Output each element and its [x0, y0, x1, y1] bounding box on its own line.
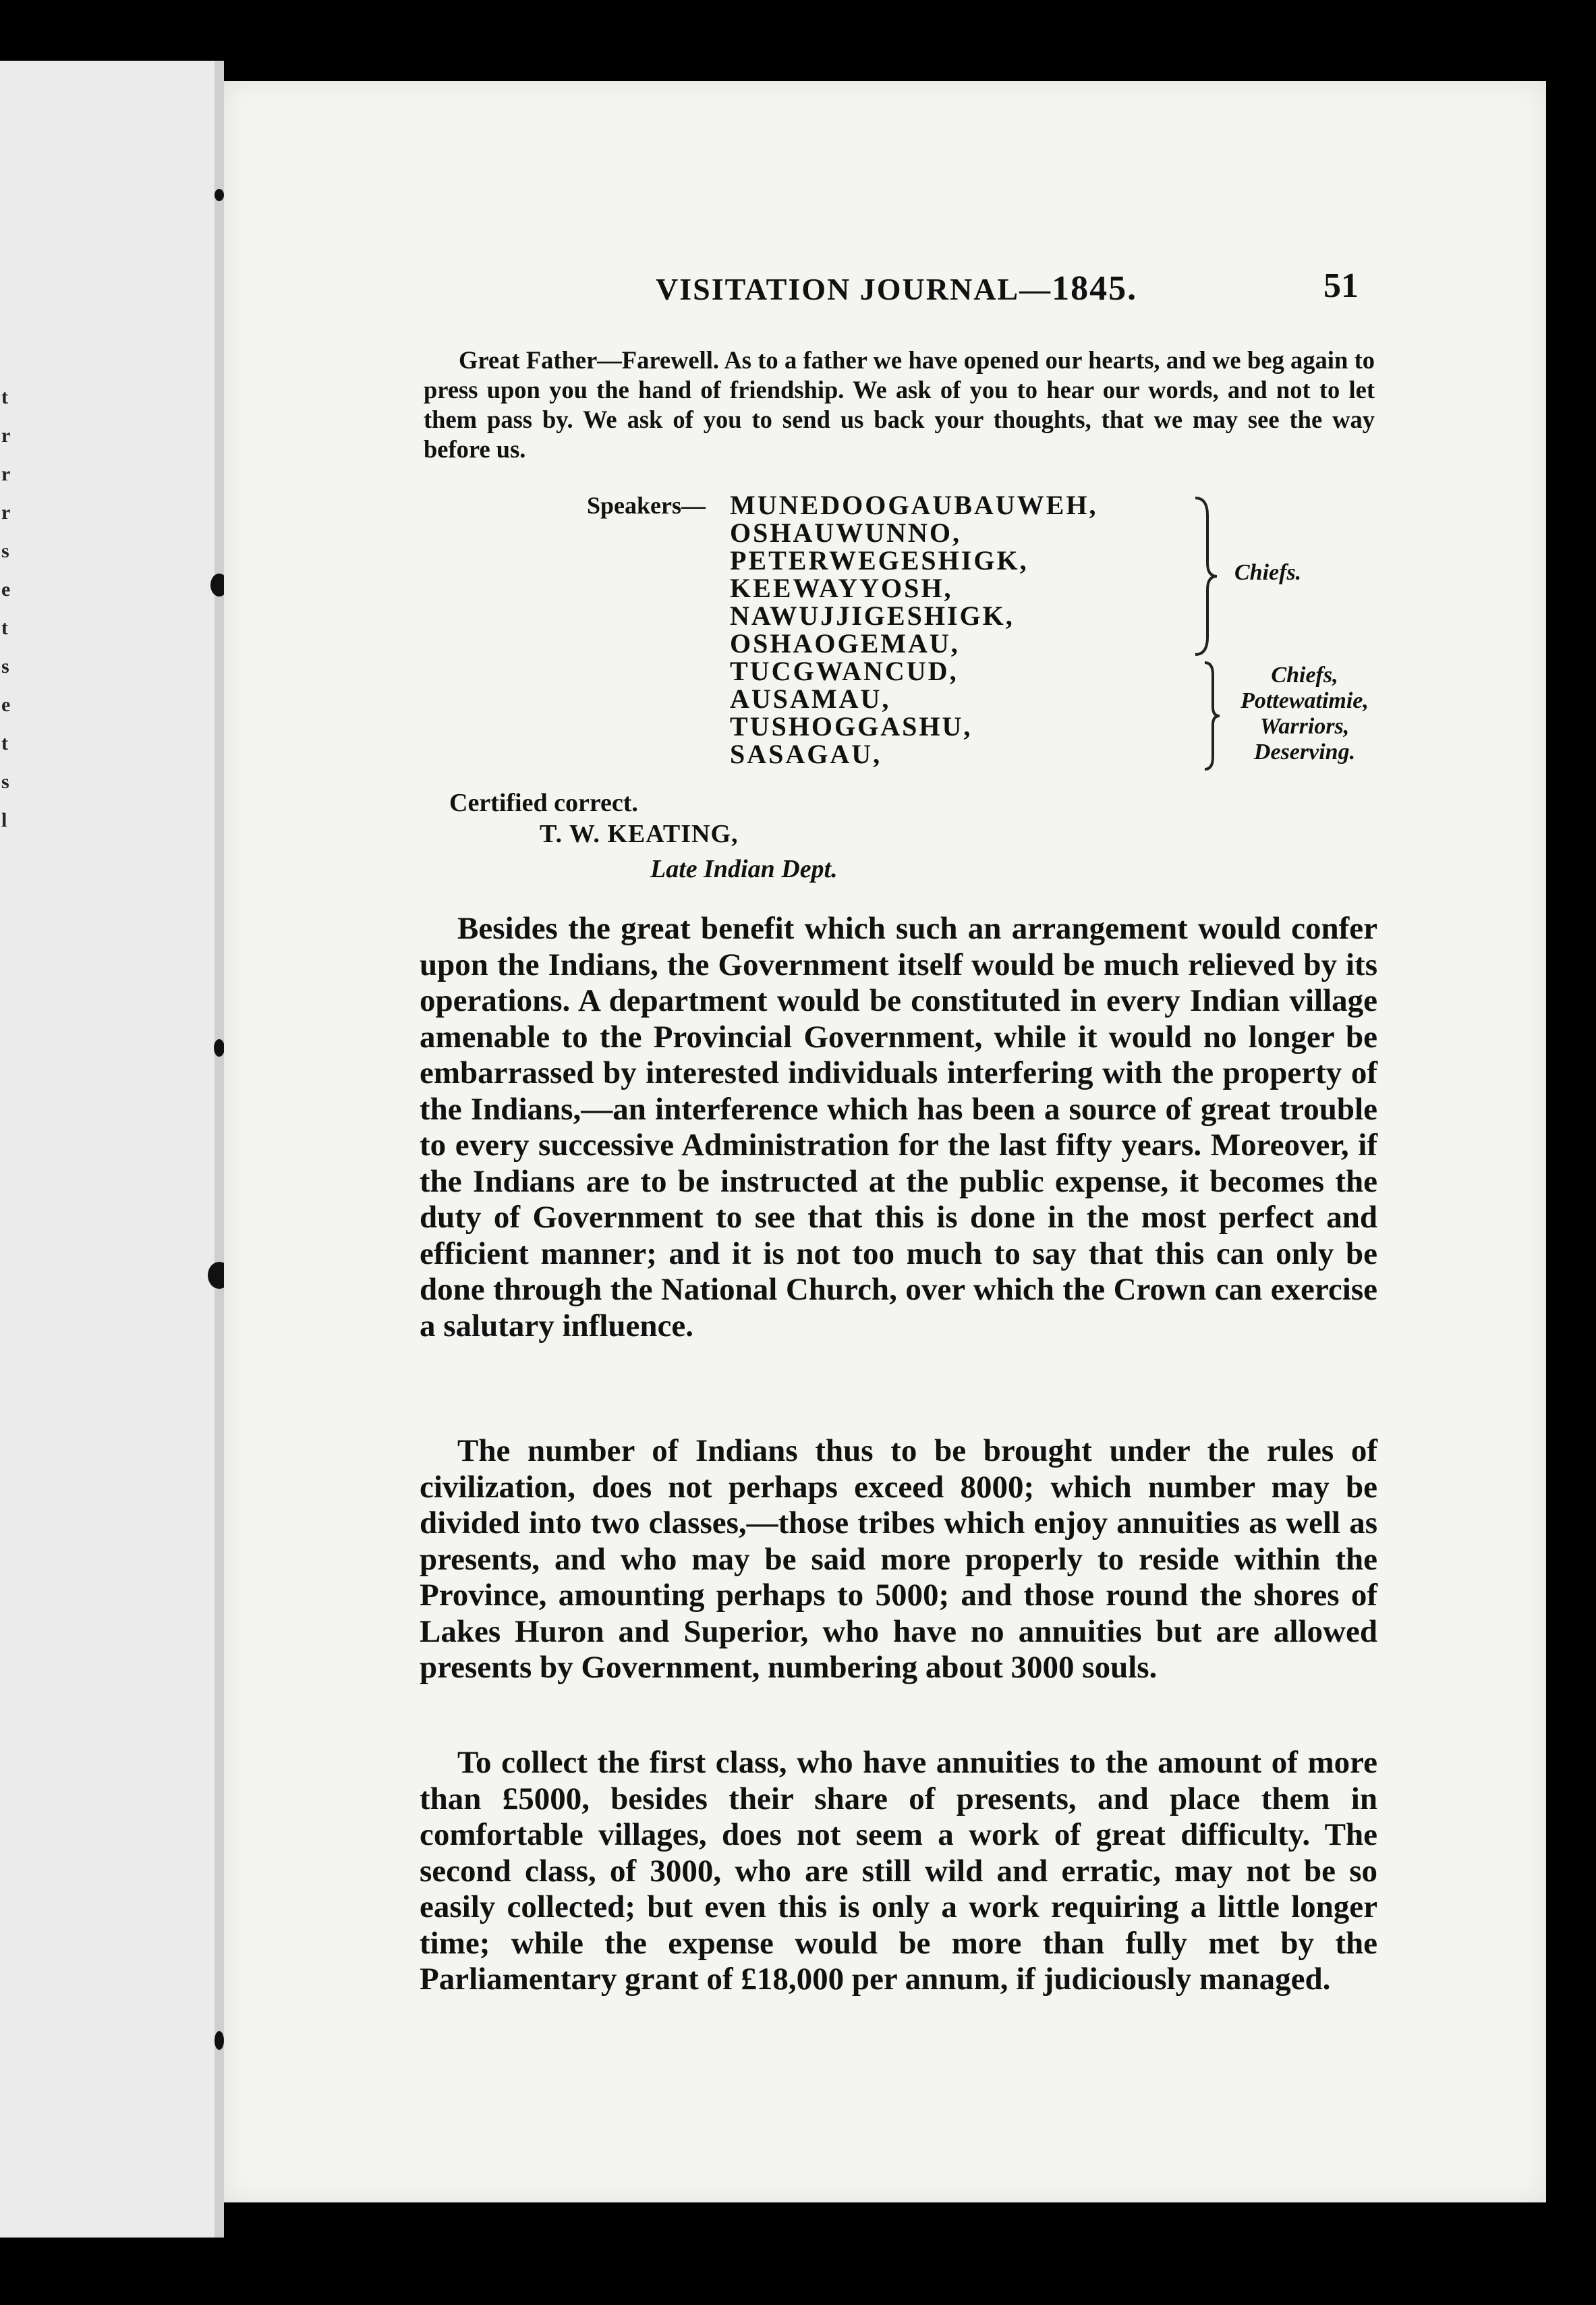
signer-department: Late Indian Dept. [650, 855, 838, 883]
speaker-name: TUCGWANCUD, [730, 656, 959, 686]
speaker-names [730, 491, 1098, 768]
stitch-mark [215, 2031, 224, 2050]
speaker-name: OSHAUWUNNO, [730, 518, 962, 548]
facing-page-margin-text [1, 378, 15, 839]
other-brace [1202, 660, 1222, 772]
chiefs-role: Chiefs. [1234, 560, 1302, 585]
body-paragraph: To collect the first class, who have annuities to the amount of more than £5000, besides their share of presents, and place them in comfortable villages, does not seem a work of great difficulty. The second class, of 3000, who are still wild and erratic, may not be so easily collected; but even this is only a work requiring a little longer time; while the expense would be more than fully met by the Parliamentary grant of £18,000 per annum, if judiciously managed. [420, 1745, 1377, 1997]
role-line: Deserving. [1253, 740, 1356, 765]
margin-char: e [1, 694, 11, 716]
speaker-name: TUSHOGGASHU, [730, 711, 973, 742]
speakers-label: Speakers— [587, 492, 706, 519]
margin-char: s [1, 655, 9, 677]
running-header [656, 269, 1404, 308]
certified-line: Certified correct. [449, 789, 638, 817]
role-line: Pottewatimie, [1241, 688, 1369, 713]
margin-char: e [1, 578, 11, 601]
margin-char: t [1, 732, 8, 754]
speaker-name: MUNEDOOGAUBAUWEH, [730, 490, 1098, 520]
body-paragraph: Besides the great benefit which such an arrangement would confer upon the Indians, the Government itself would be much relieved by its operations. A department would be constituted in every Indian village amenable to the Provincial Government, while it would no longer be embarrassed by interested individuals interfering with the property of the Indians,—an interference which has been a source of great trouble to every successive Administration for the last fifty years. Moreover, if the Indians are to be instructed at the public expense, it becomes the duty of Government to see that this is done in the most perfect and efficient manner; and it is not too much to say that this can only be done through the National Church, over which the Crown can exercise a salutary influence. [420, 911, 1377, 1343]
page-number: 51 [1323, 267, 1359, 305]
body-paragraph: The number of Indians thus to be brought under the rules of civilization, does not perhaps exceed 8000; which number may be divided into two classes,—those tribes which enjoy annuities as well as presents, and who may be said more properly to reside within the Province, amounting perhaps to 5000; and those round the shores of Lakes Huron and Superior, who have no annuities but are allowed presents by Government, numbering about 3000 souls. [420, 1433, 1377, 1685]
speaker-name: SASAGAU, [730, 739, 882, 769]
role-line: Chiefs, [1271, 663, 1338, 688]
speaker-name: NAWUJJIGESHIGK, [730, 601, 1015, 631]
running-title: VISITATION JOURNAL— [656, 272, 1052, 306]
stitch-mark [214, 1039, 225, 1057]
binding-stitches [216, 61, 224, 2238]
speakers-block [587, 491, 1396, 775]
margin-char: t [1, 617, 8, 639]
margin-char: r [1, 501, 11, 524]
margin-char: r [1, 463, 11, 485]
header-year: 1845. [1052, 269, 1138, 308]
speaker-name: PETERWEGESHIGK, [730, 545, 1029, 576]
margin-char: r [1, 424, 11, 447]
margin-char: s [1, 540, 9, 562]
other-roles [1224, 663, 1386, 765]
speaker-name: AUSAMAU, [730, 684, 891, 714]
chiefs-brace [1193, 495, 1220, 657]
stitch-mark [215, 189, 224, 201]
margin-char: l [1, 809, 7, 831]
speaker-name: OSHAOGEMAU, [730, 628, 960, 659]
role-line: Warriors, [1259, 714, 1350, 739]
intro-paragraph: Great Father—Farewell. As to a father we have opened our hearts, and we beg again to press upon you the hand of friendship. We ask of you to hear our words, and not to let them pass by. We ask of you to send us back your thoughts, that we may see the way before us. [424, 346, 1375, 463]
speaker-name: KEEWAYYOSH, [730, 573, 953, 603]
margin-char: s [1, 771, 9, 793]
facing-page [0, 61, 215, 2238]
signer-name: T. W. KEATING, [540, 820, 739, 848]
book-page [224, 81, 1546, 2202]
margin-char: t [1, 386, 8, 408]
